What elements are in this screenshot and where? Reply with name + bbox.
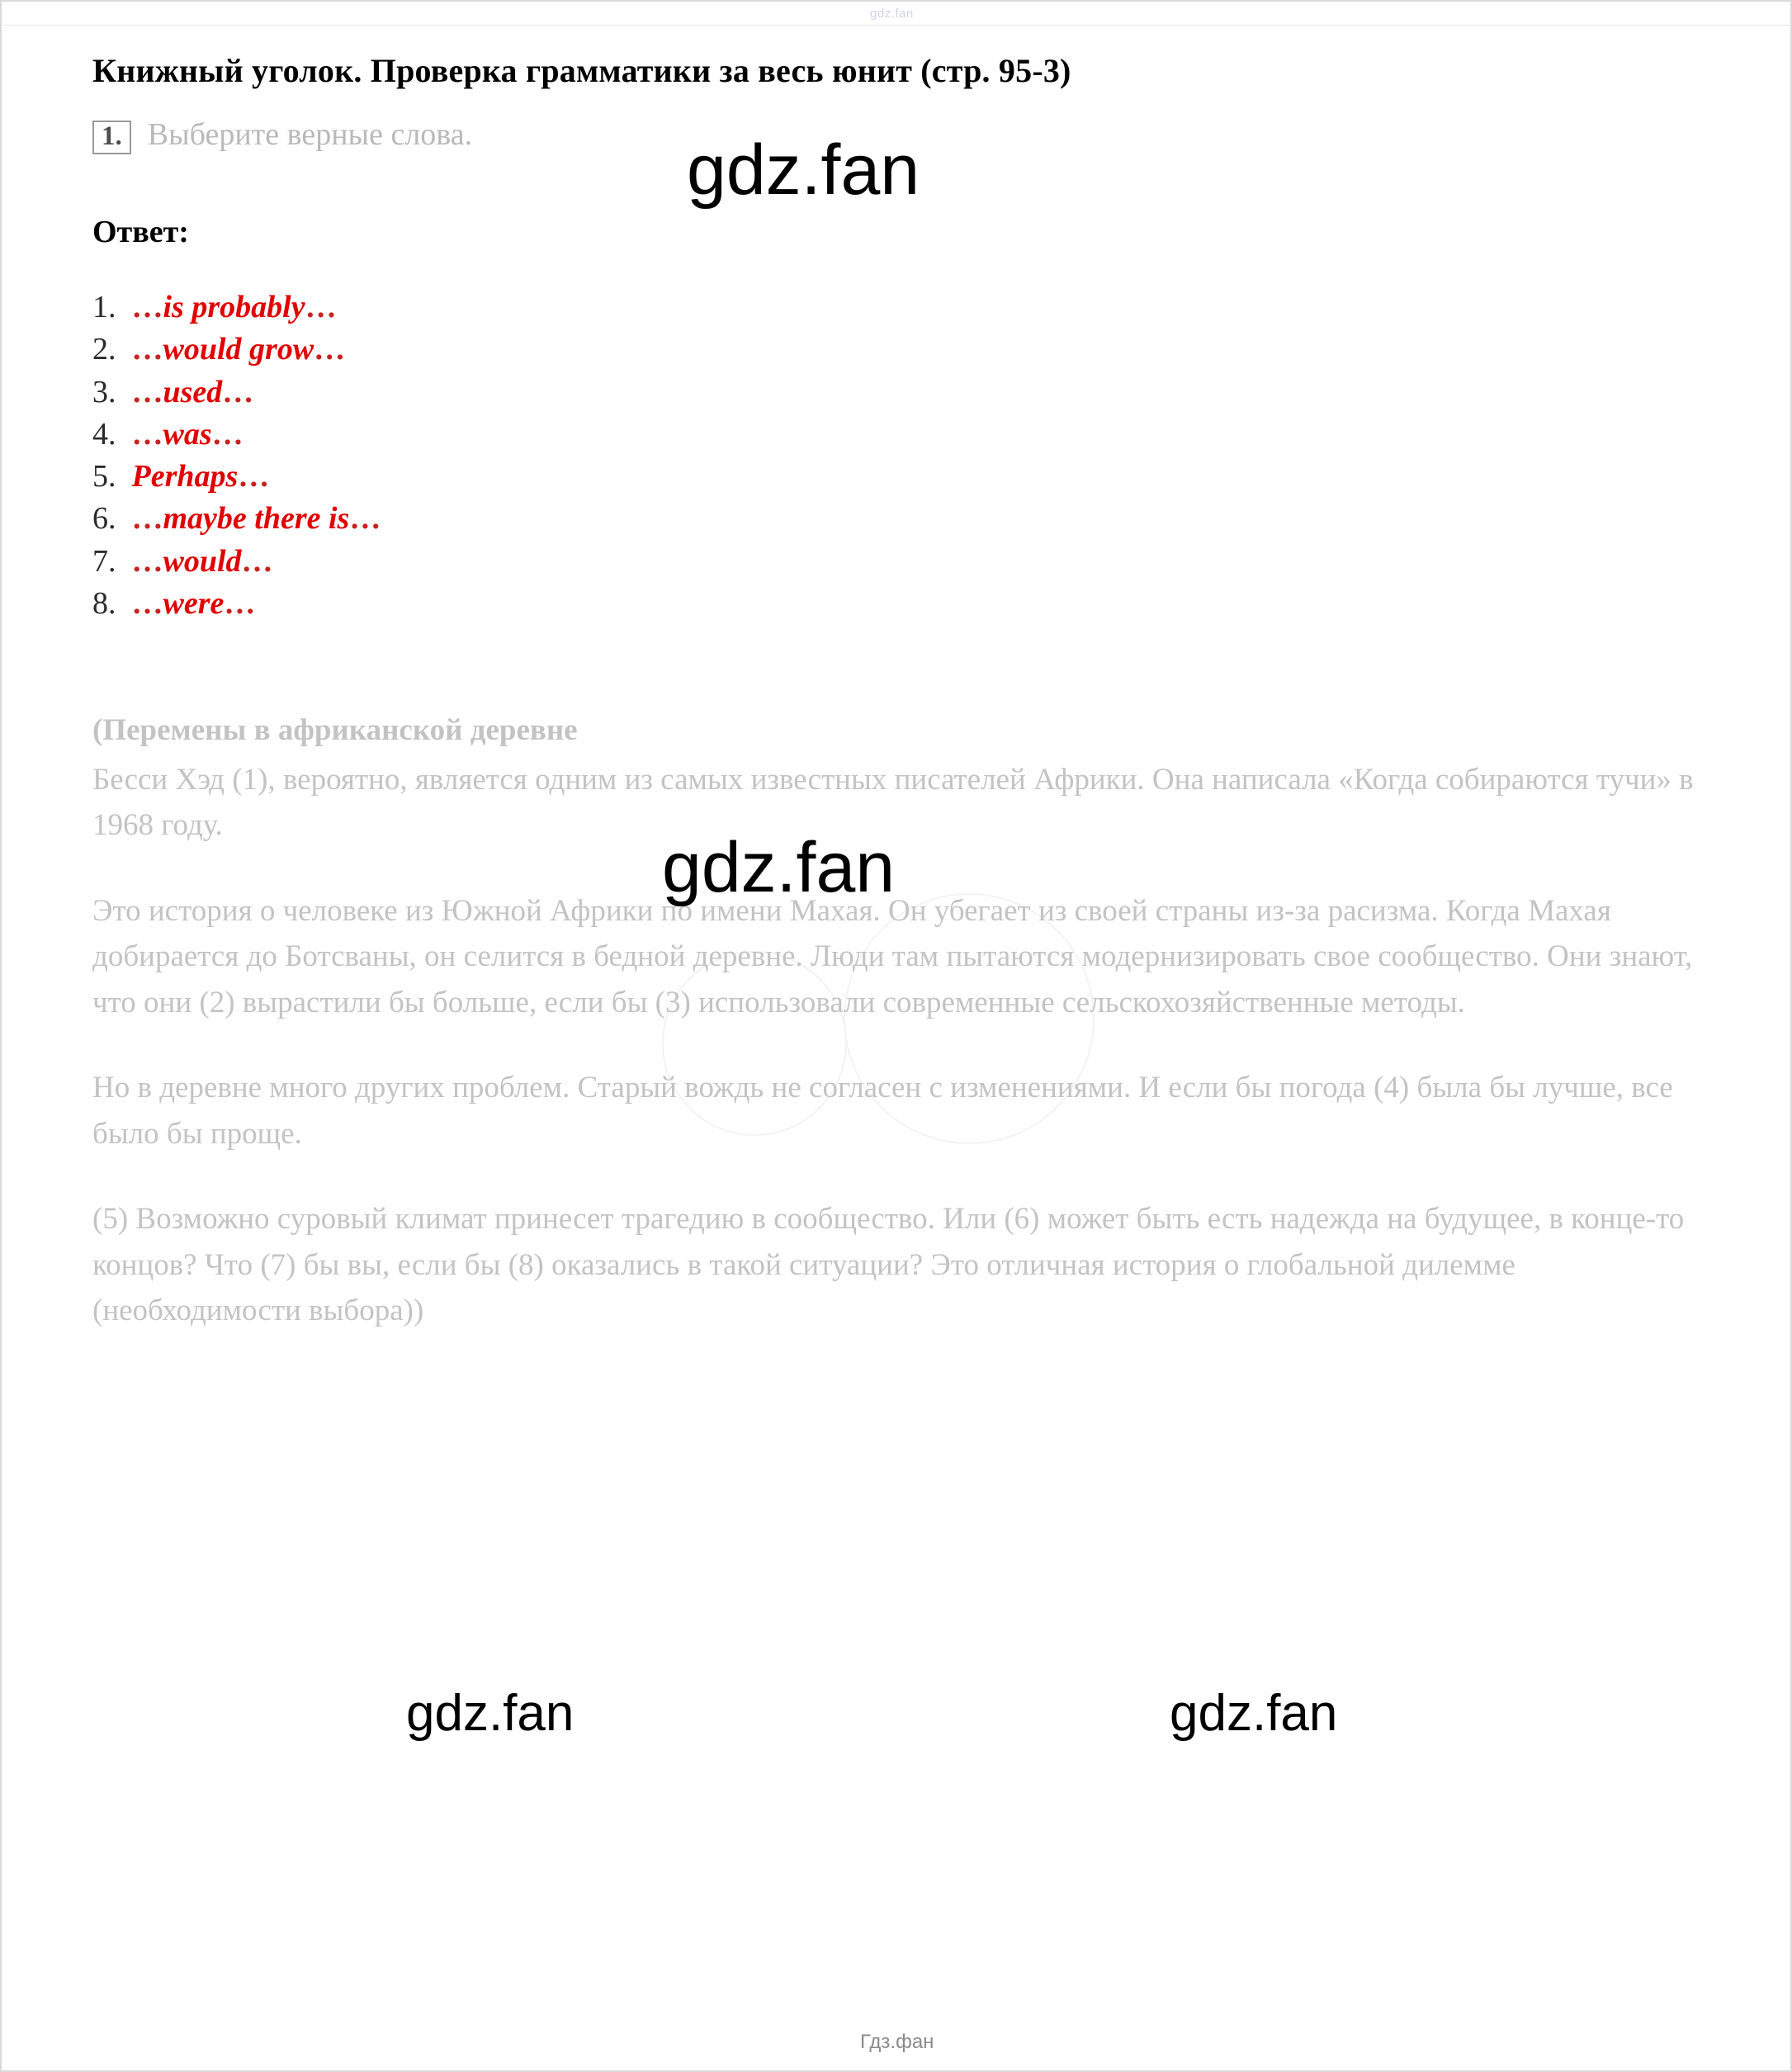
answer-item <box>92 329 1710 371</box>
footer-watermark: Гдз.фан <box>860 2031 934 2053</box>
answer-index: 2. <box>92 332 132 367</box>
answer-leading-ellipsis: … <box>131 501 163 537</box>
answer-index: 1. <box>92 290 132 324</box>
answer-index: 3. <box>92 374 132 409</box>
watermark-small-1: gdz.fan <box>406 1685 574 1742</box>
answer-item <box>92 414 1710 456</box>
answer-value: maybe there is <box>163 501 350 537</box>
answer-value: Perhaps <box>131 459 239 494</box>
answer-item <box>92 541 1710 583</box>
exercise-instruction: Выберите верные слова. <box>147 117 473 152</box>
answer-value: was <box>163 416 212 452</box>
page-title: Книжный уголок. Проверка грамматики за весь юнит (стр. 95-3) <box>92 52 1071 89</box>
answer-index: 7. <box>92 543 132 579</box>
translation-paragraph: (5) Возможно суровый климат принесет трагедию в сообщество. Или (6) может быть есть надежда на будущее, в конце-то концов? Что (7) бы вы, если бы (8) оказались в такой ситуации? Это отличная история о глобальной дилемме (необходимости выбора)) <box>92 1202 1685 1328</box>
answer-index: 4. <box>92 416 132 452</box>
answer-item <box>92 583 1710 625</box>
translation-block <box>92 707 1710 1334</box>
watermark-large-1: gdz.fan <box>687 130 920 210</box>
answer-trailing-ellipsis: … <box>211 416 244 452</box>
watermark-large-2: gdz.fan <box>662 828 896 907</box>
answer-value: would grow <box>163 332 314 367</box>
translation-paragraph: Но в деревне много других проблем. Старый вождь не согласен с изменениями. И если бы погода (4) была бы лучше, все было бы проще. <box>92 1071 1673 1151</box>
document-content <box>92 51 1710 1374</box>
answer-leading-ellipsis: … <box>131 586 163 622</box>
answer-value: used <box>163 374 223 409</box>
answer-trailing-ellipsis: … <box>349 501 381 537</box>
answer-trailing-ellipsis: … <box>305 290 337 324</box>
answer-leading-ellipsis: … <box>131 332 163 367</box>
translation-paragraph: Это история о человеке из Южной Африки по имени Махая. Он убегает из своей страны из-за расизма. Когда Махая добирается до Ботсваны, он селится в бедной деревне. Люди там пытаются модернизировать свое сообщество. Они знают, что они (2) вырастили бы больше, если бы (3) использовали современные сельскохозяйственные методы. <box>92 893 1693 1019</box>
answer-leading-ellipsis: … <box>131 290 163 324</box>
answer-index: 8. <box>92 586 132 622</box>
answer-index: 5. <box>92 459 132 494</box>
answer-leading-ellipsis: … <box>131 543 163 579</box>
answer-index: 6. <box>92 501 132 537</box>
answer-trailing-ellipsis: … <box>222 374 254 409</box>
page-top-bar <box>3 3 1790 26</box>
translation-paragraph: Бесси Хэд (1), вероятно, является одним из самых известных писателей Африки. Она написала «Когда собираются тучи» в 1968 году. <box>92 762 1694 843</box>
answer-leading-ellipsis: … <box>131 416 163 452</box>
answer-item <box>92 371 1710 414</box>
watermark-top-small: gdz.fan <box>870 7 914 21</box>
answer-leading-ellipsis: … <box>131 374 163 409</box>
exercise-number-badge: 1. <box>92 121 131 154</box>
answer-item <box>92 456 1710 498</box>
answer-item <box>92 498 1710 540</box>
answer-trailing-ellipsis: … <box>241 543 273 579</box>
answer-trailing-ellipsis: … <box>224 586 256 622</box>
answers-list <box>92 286 1710 625</box>
exercise-line <box>92 116 1710 154</box>
answer-item <box>92 286 1710 329</box>
translation-heading: (Перемены в африканской деревне <box>92 713 578 748</box>
answer-trailing-ellipsis: … <box>238 459 270 494</box>
watermark-small-2: gdz.fan <box>1170 1685 1338 1742</box>
answer-value: were <box>163 586 225 622</box>
answer-label: Ответ: <box>92 215 189 249</box>
answer-value: is probably <box>163 290 305 324</box>
answer-trailing-ellipsis: … <box>314 332 346 367</box>
answer-value: would <box>163 543 242 579</box>
